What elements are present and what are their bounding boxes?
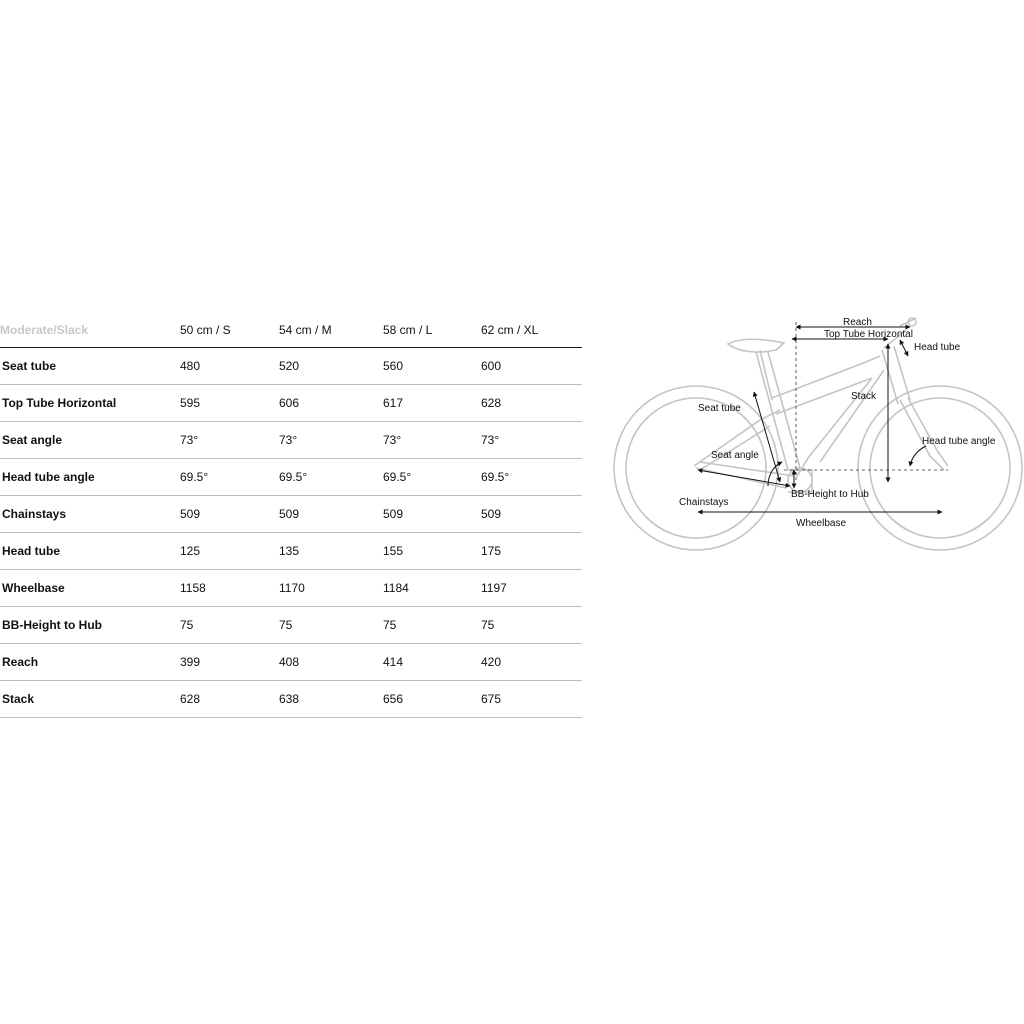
table-cell: 69.5° [279, 459, 383, 496]
table-cell: 1184 [383, 570, 481, 607]
table-cell: 520 [279, 348, 383, 385]
table-cell: 420 [481, 644, 582, 681]
table-cell: 638 [279, 681, 383, 718]
label-seat-angle: Seat angle [711, 450, 759, 461]
table-cell: 75 [383, 607, 481, 644]
table-row [0, 422, 582, 459]
table-row [0, 570, 582, 607]
table-cell: 73° [481, 422, 582, 459]
row-label: Seat angle [0, 422, 180, 459]
geometry-table-body [0, 348, 582, 718]
table-row [0, 607, 582, 644]
row-label: Seat tube [0, 348, 180, 385]
label-top-tube: Top Tube Horizontal [824, 329, 913, 340]
row-label: BB-Height to Hub [0, 607, 180, 644]
label-head-tube: Head tube [914, 342, 961, 353]
size-header-l: 58 cm / L [383, 312, 481, 348]
table-cell: 675 [481, 681, 582, 718]
table-row [0, 496, 582, 533]
table-cell: 1158 [180, 570, 279, 607]
table-cell: 73° [279, 422, 383, 459]
bike-outline [614, 318, 1022, 550]
table-cell: 656 [383, 681, 481, 718]
table-cell: 480 [180, 348, 279, 385]
table-cell: 408 [279, 644, 383, 681]
bike-geometry-diagram [606, 304, 1024, 564]
top-tube-frame [772, 356, 880, 414]
table-cell: 125 [180, 533, 279, 570]
table-cell: 69.5° [180, 459, 279, 496]
table-cell: 509 [279, 496, 383, 533]
table-cell: 75 [180, 607, 279, 644]
front-wheel [858, 386, 1022, 550]
table-cell: 606 [279, 385, 383, 422]
table-cell: 414 [383, 644, 481, 681]
table-row [0, 385, 582, 422]
table-row [0, 459, 582, 496]
geometry-variant-label: Moderate/Slack [0, 312, 180, 348]
size-header-m: 54 cm / M [279, 312, 383, 348]
table-cell: 73° [383, 422, 481, 459]
table-cell: 509 [180, 496, 279, 533]
table-cell: 628 [180, 681, 279, 718]
table-row [0, 533, 582, 570]
saddle [728, 339, 784, 352]
label-wheelbase: Wheelbase [796, 518, 847, 529]
table-cell: 69.5° [383, 459, 481, 496]
table-cell: 73° [180, 422, 279, 459]
head-tube-arrow [900, 340, 908, 356]
geometry-table [0, 312, 582, 718]
label-chainstays: Chainstays [679, 497, 729, 508]
size-header-xl: 62 cm / XL [481, 312, 582, 348]
table-cell: 560 [383, 348, 481, 385]
chainstay-arrow [698, 470, 790, 486]
table-cell: 155 [383, 533, 481, 570]
table-cell: 1197 [481, 570, 582, 607]
seatstay-frame [694, 410, 780, 470]
table-cell: 399 [180, 644, 279, 681]
row-label: Wheelbase [0, 570, 180, 607]
row-label: Chainstays [0, 496, 180, 533]
label-bb-height: BB-Height to Hub [791, 489, 869, 500]
table-cell: 175 [481, 533, 582, 570]
label-head-tube-angle: Head tube angle [922, 436, 996, 447]
label-seat-tube: Seat tube [698, 403, 741, 414]
table-cell: 595 [180, 385, 279, 422]
table-cell: 617 [383, 385, 481, 422]
table-cell: 135 [279, 533, 383, 570]
size-header-s: 50 cm / S [180, 312, 279, 348]
table-row [0, 348, 582, 385]
row-label: Top Tube Horizontal [0, 385, 180, 422]
table-cell: 1170 [279, 570, 383, 607]
label-reach: Reach [843, 317, 872, 328]
table-cell: 600 [481, 348, 582, 385]
header-row [0, 312, 582, 348]
table-cell: 75 [481, 607, 582, 644]
table-row [0, 644, 582, 681]
table-row [0, 681, 582, 718]
row-label: Stack [0, 681, 180, 718]
geometry-table-header [0, 312, 582, 348]
measurement-lines [698, 327, 942, 512]
label-stack: Stack [851, 391, 877, 402]
row-label: Head tube [0, 533, 180, 570]
table-cell: 69.5° [481, 459, 582, 496]
table-cell: 75 [279, 607, 383, 644]
row-label: Reach [0, 644, 180, 681]
table-cell: 628 [481, 385, 582, 422]
head-tube-frame [882, 346, 910, 404]
row-label: Head tube angle [0, 459, 180, 496]
table-cell: 509 [383, 496, 481, 533]
head-tube-angle-arc [910, 446, 926, 466]
fork [900, 398, 948, 470]
table-cell: 509 [481, 496, 582, 533]
